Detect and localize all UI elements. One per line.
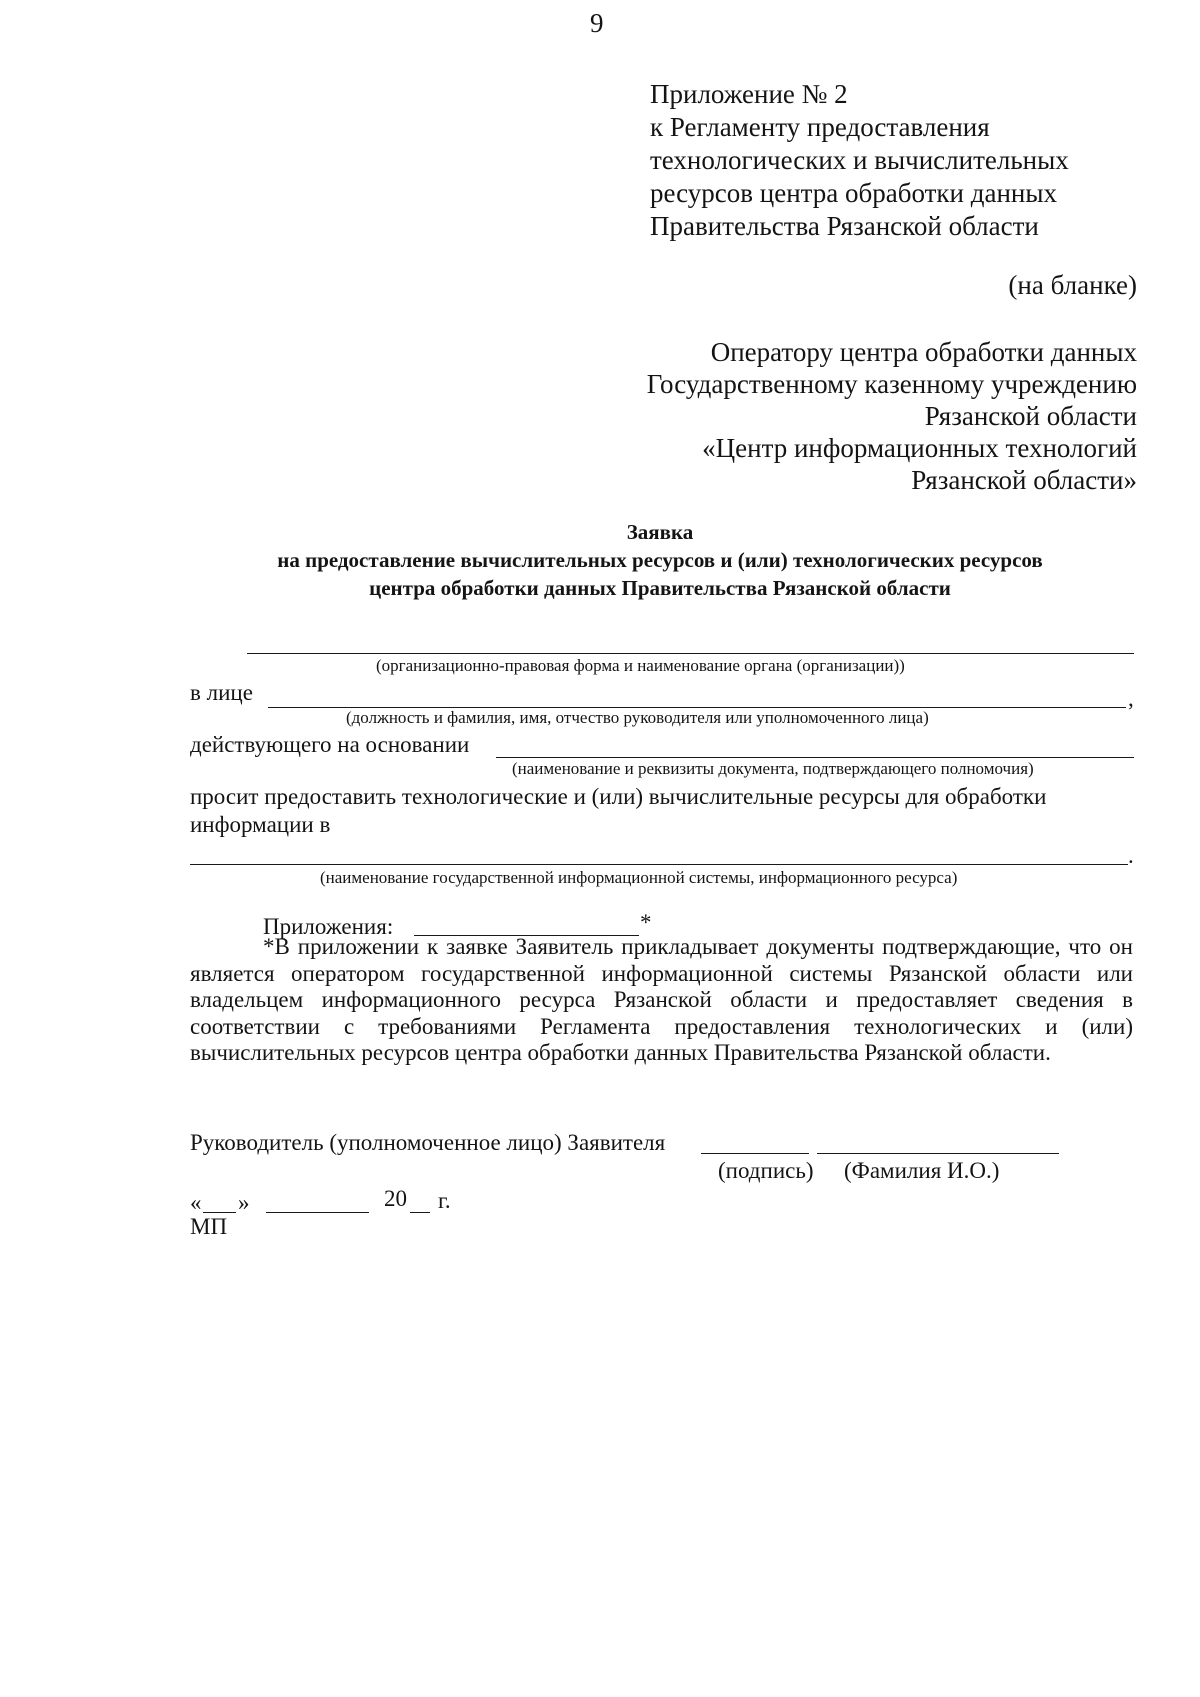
signature-label: Руководитель (уполномоченное лицо) Заявителя <box>190 1130 666 1155</box>
addressee-line: Рязанской области» <box>911 465 1137 495</box>
addressee-line: Государственному казенному учреждению <box>646 369 1137 399</box>
title-line: Заявка <box>626 520 694 544</box>
date-month-field[interactable] <box>266 1212 369 1213</box>
addressee-block <box>647 336 1137 496</box>
document-title <box>180 518 1140 602</box>
title-line: центра обработки данных Правительства Рязанской области <box>369 576 951 600</box>
title-line: на предоставление вычислительных ресурсов и (или) технологических ресурсов <box>277 548 1043 572</box>
attachments-mark: * <box>640 910 652 935</box>
system-field-end: . <box>1128 843 1134 868</box>
stamp-label: МП <box>190 1214 228 1239</box>
organization-caption: (организационно-правовая форма и наименование органа (организации)) <box>376 656 905 675</box>
appendix-line: Приложение № 2 <box>650 79 848 109</box>
date-year-suffix: г. <box>438 1188 451 1213</box>
request-text-line: просит предоставить технологические и (или) вычислительные ресурсы для обработки <box>190 784 1047 809</box>
acting-basis-label: действующего на основании <box>190 732 470 757</box>
attachments-label: Приложения: <box>263 914 394 939</box>
name-caption: (Фамилия И.О.) <box>844 1158 1000 1183</box>
date-open-quote: « <box>190 1190 202 1215</box>
system-field-line[interactable] <box>190 864 1128 865</box>
date-close-quote: » <box>238 1190 250 1215</box>
addressee-line: «Центр информационных технологий <box>702 433 1137 463</box>
blank-note: (на бланке) <box>1008 270 1137 300</box>
organization-field-line[interactable] <box>247 653 1134 654</box>
addressee-line: Оператору центра обработки данных <box>710 337 1137 367</box>
in-person-label: в лице <box>190 680 253 705</box>
page-number: 9 <box>590 8 604 38</box>
in-person-end: , <box>1128 686 1134 711</box>
date-day-field[interactable] <box>203 1212 236 1213</box>
appendix-line: к Регламенту предоставления <box>650 112 990 142</box>
system-caption: (наименование государственной информационной системы, информационного ресурса) <box>320 868 958 887</box>
appendix-line: технологических и вычислительных <box>650 145 1069 175</box>
date-year-field[interactable] <box>410 1212 430 1213</box>
footnote-paragraph: *В приложении к заявке Заявитель прикладывает документы подтверждающие, что он является оператором государственной информационной системы Рязанской области или владельцем информационного ресурса Рязанской области и предоставляет сведения в соответствии с требованиями Регламента предоставления технологических и (или) вычислительных ресурсов центра обработки данных Правительства Рязанской области. <box>190 934 1133 1065</box>
date-year-prefix: 20 <box>384 1186 407 1211</box>
appendix-line: Правительства Рязанской области <box>650 211 1039 241</box>
acting-basis-field-line[interactable] <box>496 757 1134 758</box>
addressee-line: Рязанской области <box>924 401 1137 431</box>
name-field-line[interactable] <box>817 1153 1059 1154</box>
appendix-line: ресурсов центра обработки данных <box>650 178 1057 208</box>
appendix-header <box>650 78 1069 243</box>
signature-field-line[interactable] <box>701 1153 809 1154</box>
document-caption: (наименование и реквизиты документа, подтверждающего полномочия) <box>512 759 1034 778</box>
signature-caption: (подпись) <box>718 1158 814 1183</box>
request-text-line: информации в <box>190 812 331 837</box>
official-caption: (должность и фамилия, имя, отчество руководителя или уполномоченного лица) <box>346 708 929 727</box>
